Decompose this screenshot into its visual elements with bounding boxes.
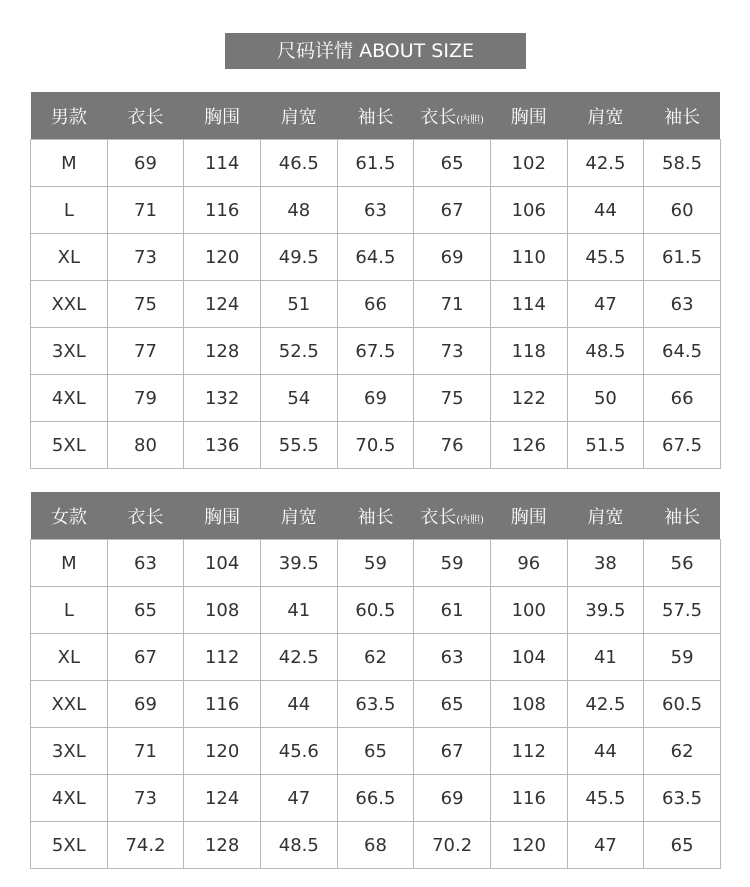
measure-cell: 61: [414, 587, 491, 634]
size-label: M: [31, 140, 108, 187]
header-row: [31, 92, 721, 140]
header-cell: 袖长: [337, 92, 414, 140]
header-category: 男款: [31, 92, 108, 140]
measure-cell: 65: [414, 681, 491, 728]
measure-cell: 69: [414, 234, 491, 281]
measure-cell: 47: [260, 775, 337, 822]
measure-cell: 116: [490, 775, 567, 822]
measure-cell: 57.5: [644, 587, 721, 634]
measure-cell: 71: [107, 187, 184, 234]
measure-cell: 67: [414, 728, 491, 775]
measure-cell: 71: [107, 728, 184, 775]
women-size-table: [30, 492, 721, 869]
table-row: [31, 822, 721, 869]
measure-cell: 124: [184, 775, 261, 822]
measure-cell: 45.6: [260, 728, 337, 775]
measure-cell: 44: [567, 728, 644, 775]
measure-cell: 120: [184, 234, 261, 281]
measure-cell: 44: [260, 681, 337, 728]
header-cell: 肩宽: [567, 492, 644, 540]
size-label: M: [31, 540, 108, 587]
measure-cell: 70.5: [337, 422, 414, 469]
measure-cell: 46.5: [260, 140, 337, 187]
page-title: 尺码详情 ABOUT SIZE: [225, 33, 526, 69]
measure-cell: 60.5: [337, 587, 414, 634]
header-cell: 胸围: [184, 92, 261, 140]
measure-cell: 41: [260, 587, 337, 634]
measure-cell: 51.5: [567, 422, 644, 469]
measure-cell: 47: [567, 281, 644, 328]
measure-cell: 102: [490, 140, 567, 187]
size-label: XXL: [31, 681, 108, 728]
measure-cell: 75: [414, 375, 491, 422]
measure-cell: 63: [337, 187, 414, 234]
measure-cell: 69: [107, 140, 184, 187]
measure-cell: 55.5: [260, 422, 337, 469]
measure-cell: 70.2: [414, 822, 491, 869]
table-row: [31, 375, 721, 422]
measure-cell: 77: [107, 328, 184, 375]
measure-cell: 80: [107, 422, 184, 469]
measure-cell: 63: [414, 634, 491, 681]
measure-cell: 67: [414, 187, 491, 234]
size-label: 4XL: [31, 375, 108, 422]
measure-cell: 54: [260, 375, 337, 422]
measure-cell: 63.5: [644, 775, 721, 822]
measure-cell: 106: [490, 187, 567, 234]
size-label: L: [31, 187, 108, 234]
size-label: 5XL: [31, 422, 108, 469]
header-cell: 袖长: [644, 492, 721, 540]
measure-cell: 128: [184, 822, 261, 869]
measure-cell: 114: [490, 281, 567, 328]
measure-cell: 132: [184, 375, 261, 422]
measure-cell: 126: [490, 422, 567, 469]
measure-cell: 104: [490, 634, 567, 681]
measure-cell: 71: [414, 281, 491, 328]
measure-cell: 110: [490, 234, 567, 281]
measure-cell: 73: [107, 234, 184, 281]
measure-cell: 128: [184, 328, 261, 375]
table-row: [31, 681, 721, 728]
measure-cell: 61.5: [644, 234, 721, 281]
measure-cell: 112: [490, 728, 567, 775]
measure-cell: 65: [644, 822, 721, 869]
header-cell: 衣长(内胆): [414, 492, 491, 540]
measure-cell: 67.5: [337, 328, 414, 375]
header-cell: 肩宽: [260, 492, 337, 540]
measure-cell: 42.5: [567, 140, 644, 187]
measure-cell: 64.5: [644, 328, 721, 375]
measure-cell: 112: [184, 634, 261, 681]
measure-cell: 74.2: [107, 822, 184, 869]
table-row: [31, 540, 721, 587]
size-label: 3XL: [31, 728, 108, 775]
measure-cell: 76: [414, 422, 491, 469]
table-row: [31, 328, 721, 375]
measure-cell: 67.5: [644, 422, 721, 469]
measure-cell: 42.5: [260, 634, 337, 681]
measure-cell: 66: [644, 375, 721, 422]
measure-cell: 136: [184, 422, 261, 469]
measure-cell: 64.5: [337, 234, 414, 281]
measure-cell: 62: [337, 634, 414, 681]
measure-cell: 50: [567, 375, 644, 422]
measure-cell: 66: [337, 281, 414, 328]
measure-cell: 79: [107, 375, 184, 422]
header-cell: 衣长(内胆): [414, 92, 491, 140]
measure-cell: 118: [490, 328, 567, 375]
table-row: [31, 728, 721, 775]
size-label: 5XL: [31, 822, 108, 869]
measure-cell: 63.5: [337, 681, 414, 728]
header-cell: 胸围: [184, 492, 261, 540]
table-row: [31, 140, 721, 187]
size-label: L: [31, 587, 108, 634]
measure-cell: 42.5: [567, 681, 644, 728]
measure-cell: 56: [644, 540, 721, 587]
measure-cell: 48.5: [567, 328, 644, 375]
measure-cell: 45.5: [567, 775, 644, 822]
measure-cell: 108: [490, 681, 567, 728]
size-label: XL: [31, 634, 108, 681]
table-row: [31, 422, 721, 469]
measure-cell: 100: [490, 587, 567, 634]
measure-cell: 60.5: [644, 681, 721, 728]
table-row: [31, 234, 721, 281]
header-note: (内胆): [456, 114, 485, 126]
header-row: [31, 492, 721, 540]
measure-cell: 49.5: [260, 234, 337, 281]
header-cell: 衣长: [107, 92, 184, 140]
measure-cell: 65: [414, 140, 491, 187]
header-category: 女款: [31, 492, 108, 540]
measure-cell: 116: [184, 187, 261, 234]
measure-cell: 59: [414, 540, 491, 587]
measure-cell: 124: [184, 281, 261, 328]
measure-cell: 58.5: [644, 140, 721, 187]
measure-cell: 122: [490, 375, 567, 422]
measure-cell: 63: [107, 540, 184, 587]
measure-cell: 39.5: [567, 587, 644, 634]
size-label: 4XL: [31, 775, 108, 822]
measure-cell: 38: [567, 540, 644, 587]
header-cell: 袖长: [337, 492, 414, 540]
measure-cell: 63: [644, 281, 721, 328]
header-cell: 肩宽: [260, 92, 337, 140]
measure-cell: 52.5: [260, 328, 337, 375]
table-row: [31, 634, 721, 681]
measure-cell: 96: [490, 540, 567, 587]
header-cell: 肩宽: [567, 92, 644, 140]
measure-cell: 120: [184, 728, 261, 775]
measure-cell: 48: [260, 187, 337, 234]
header-note: (内胆): [456, 514, 485, 526]
measure-cell: 41: [567, 634, 644, 681]
measure-cell: 62: [644, 728, 721, 775]
measure-cell: 66.5: [337, 775, 414, 822]
measure-cell: 104: [184, 540, 261, 587]
measure-cell: 65: [107, 587, 184, 634]
measure-cell: 75: [107, 281, 184, 328]
size-label: XXL: [31, 281, 108, 328]
measure-cell: 69: [107, 681, 184, 728]
measure-cell: 67: [107, 634, 184, 681]
table-row: [31, 587, 721, 634]
measure-cell: 108: [184, 587, 261, 634]
measure-cell: 120: [490, 822, 567, 869]
header-cell: 袖长: [644, 92, 721, 140]
header-cell: 衣长: [107, 492, 184, 540]
table-row: [31, 187, 721, 234]
measure-cell: 116: [184, 681, 261, 728]
measure-cell: 59: [644, 634, 721, 681]
measure-cell: 73: [107, 775, 184, 822]
measure-cell: 60: [644, 187, 721, 234]
size-label: 3XL: [31, 328, 108, 375]
size-label: XL: [31, 234, 108, 281]
measure-cell: 59: [337, 540, 414, 587]
measure-cell: 68: [337, 822, 414, 869]
measure-cell: 45.5: [567, 234, 644, 281]
measure-cell: 61.5: [337, 140, 414, 187]
table-row: [31, 281, 721, 328]
header-cell: 胸围: [490, 492, 567, 540]
measure-cell: 39.5: [260, 540, 337, 587]
measure-cell: 73: [414, 328, 491, 375]
measure-cell: 69: [414, 775, 491, 822]
men-size-table: [30, 92, 721, 469]
measure-cell: 114: [184, 140, 261, 187]
measure-cell: 47: [567, 822, 644, 869]
measure-cell: 48.5: [260, 822, 337, 869]
header-cell: 胸围: [490, 92, 567, 140]
table-row: [31, 775, 721, 822]
measure-cell: 44: [567, 187, 644, 234]
measure-cell: 51: [260, 281, 337, 328]
measure-cell: 65: [337, 728, 414, 775]
measure-cell: 69: [337, 375, 414, 422]
